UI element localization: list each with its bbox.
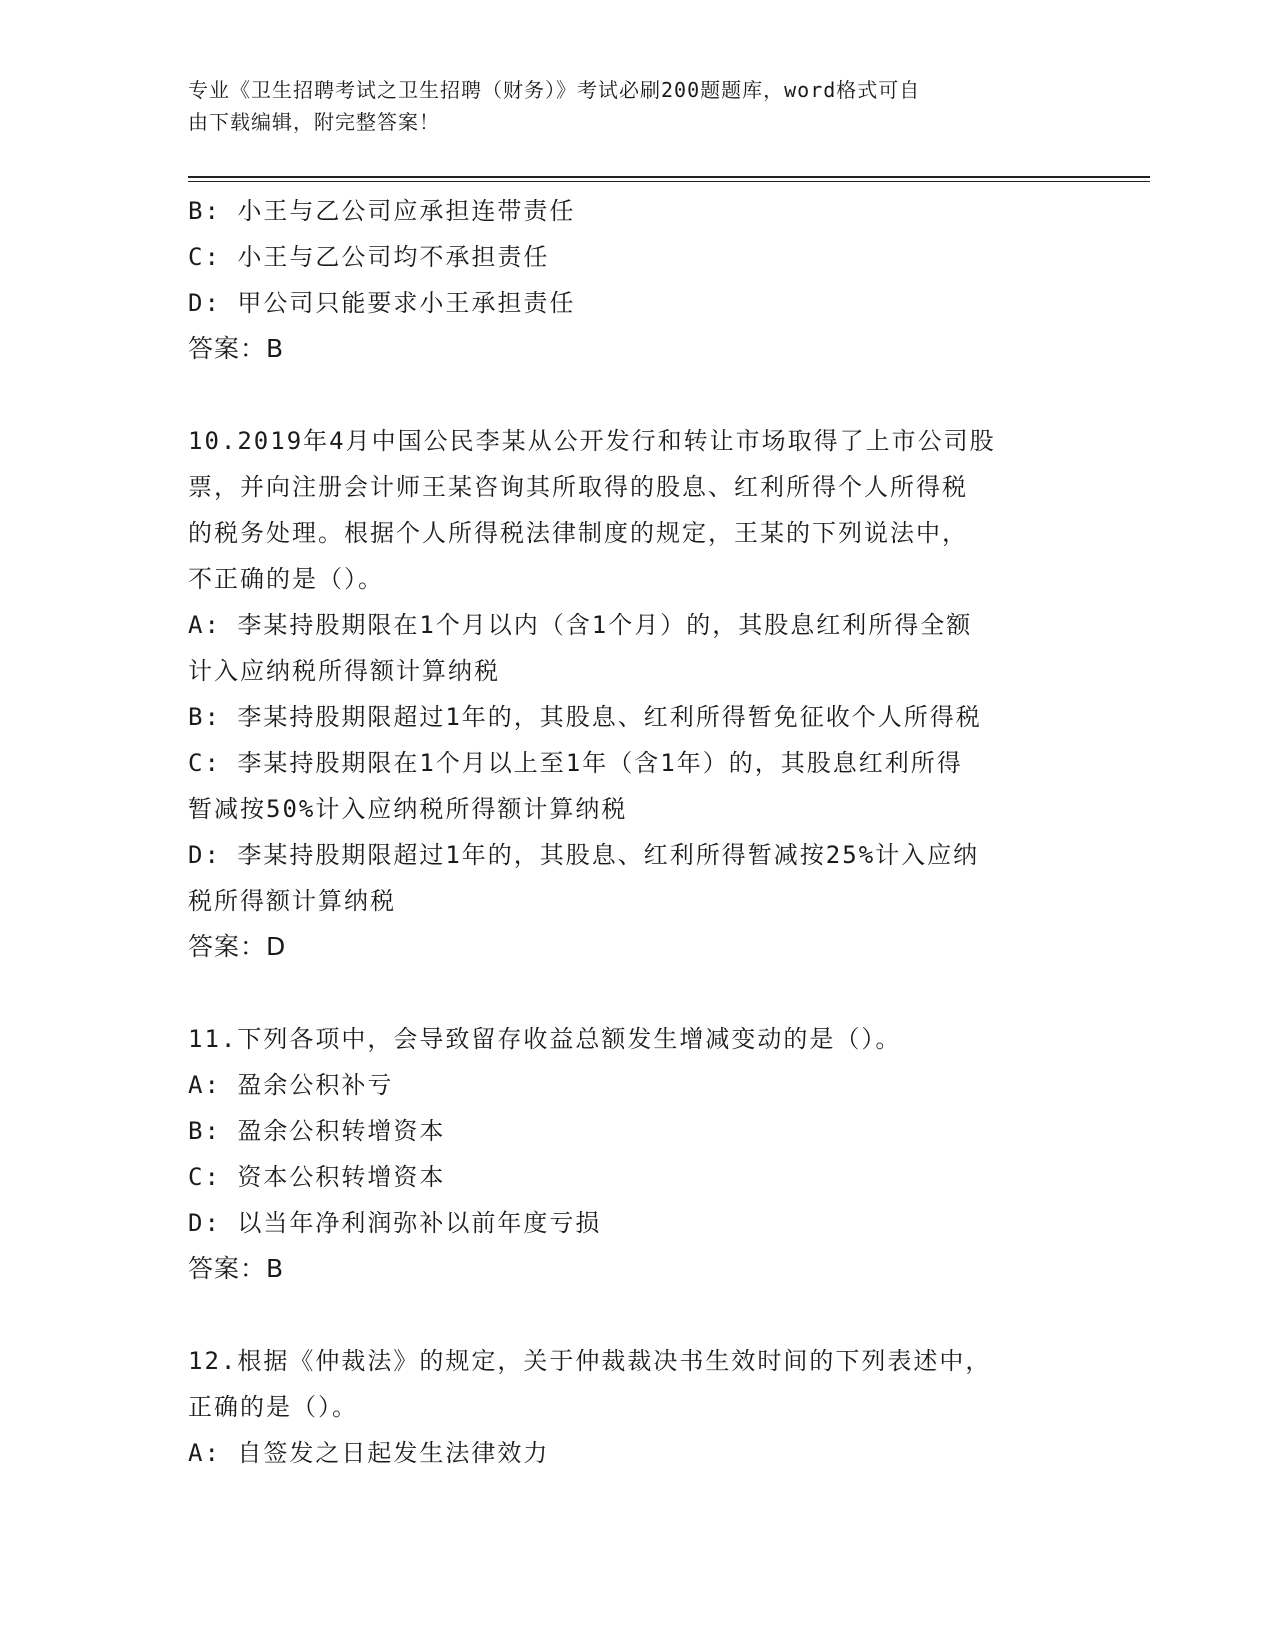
header-title-line-2: 由下载编辑，附完整答案！: [188, 110, 440, 134]
spacer: [188, 372, 1088, 418]
page-header: [188, 74, 1068, 138]
q10-answer: 答案：D: [188, 932, 287, 961]
q10-option-a-line-2: 计入应纳税所得额计算纳税: [188, 657, 500, 685]
q10-option-b: B: 李某持股期限超过1年的，其股息、红利所得暂免征收个人所得税: [188, 703, 982, 731]
header-divider: [188, 176, 1150, 178]
q10-stem-line-2: 票，并向注册会计师王某咨询其所取得的股息、红利所得个人所得税: [188, 473, 968, 501]
q11-option-c: C: 资本公积转增资本: [188, 1163, 446, 1191]
q12-stem-line-1: 12.根据《仲裁法》的规定，关于仲裁裁决书生效时间的下列表述中，: [188, 1347, 992, 1375]
q10-option-c-line-1: C: 李某持股期限在1个月以上至1年（含1年）的，其股息红利所得: [188, 749, 963, 777]
spacer: [188, 1292, 1088, 1338]
header-title-line-1: 专业《卫生招聘考试之卫生招聘（财务）》考试必刷200题题库，word格式可自: [188, 78, 921, 102]
q11-option-b: B: 盈余公积转增资本: [188, 1117, 446, 1145]
header-divider-thin: [188, 181, 1150, 182]
q9-option-d: D: 甲公司只能要求小王承担责任: [188, 289, 576, 317]
q12-stem-line-2: 正确的是（）。: [188, 1393, 358, 1421]
q9-option-b: B: 小王与乙公司应承担连带责任: [188, 197, 576, 225]
q12-option-a: A: 自签发之日起发生法律效力: [188, 1439, 550, 1467]
q11-answer: 答案：B: [188, 1254, 285, 1283]
q10-option-c-line-2: 暂减按50%计入应纳税所得额计算纳税: [188, 795, 628, 823]
q9-answer: 答案：B: [188, 334, 285, 363]
q11-stem: 11.下列各项中，会导致留存收益总额发生增减变动的是（）。: [188, 1025, 902, 1053]
q10-option-d-line-1: D: 李某持股期限超过1年的，其股息、红利所得暂减按25%计入应纳: [188, 841, 980, 869]
q11-option-a: A: 盈余公积补亏: [188, 1071, 394, 1099]
q10-option-a-line-1: A: 李某持股期限在1个月以内（含1个月）的，其股息红利所得全额: [188, 611, 973, 639]
q10-stem-line-3: 的税务处理。根据个人所得税法律制度的规定，王某的下列说法中，: [188, 519, 968, 547]
question-content: [188, 188, 1088, 1476]
q10-stem-line-4: 不正确的是（）。: [188, 565, 384, 593]
q10-stem-line-1: 10.2019年4月中国公民李某从公开发行和转让市场取得了上市公司股: [188, 427, 996, 455]
q9-option-c: C: 小王与乙公司均不承担责任: [188, 243, 550, 271]
q10-option-d-line-2: 税所得额计算纳税: [188, 887, 396, 915]
q11-option-d: D: 以当年净利润弥补以前年度亏损: [188, 1209, 602, 1237]
spacer: [188, 970, 1088, 1016]
